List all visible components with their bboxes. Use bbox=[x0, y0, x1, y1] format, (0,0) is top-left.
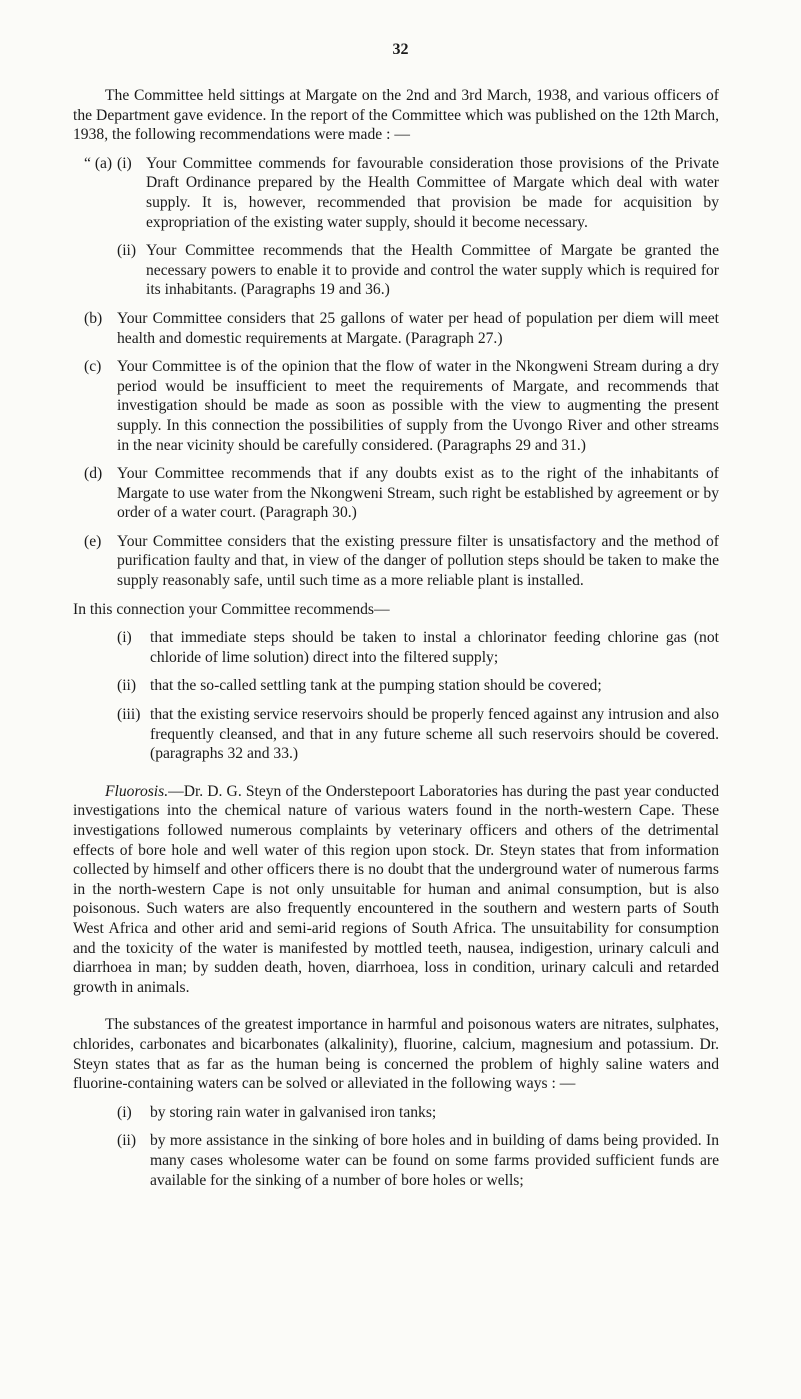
way-item-ii bbox=[117, 1131, 719, 1190]
recommendation-b bbox=[84, 309, 719, 348]
recommendation-d bbox=[84, 464, 719, 523]
item-label: (ii) bbox=[117, 677, 137, 695]
recommendation-a-i bbox=[84, 154, 719, 232]
item-text: Your Committee commends for favourable consideration those provisions of the Private Draft Ordinance prepared by the Health Committee of Margate which deal with water supply. It is, however, recommended that provision be made for acquisition by expropriation of the existing water supply, should it become necessary. bbox=[146, 154, 719, 231]
item-text: that the so-called settling tank at the pumping station should be covered; bbox=[150, 677, 602, 695]
item-text: Your Committee recommends that if any doubts exist as to the right of the inhabitants of Margate to use water from the Nkongweni Stream, such right be established by agreement or by order of a water court. (Paragraph 30.) bbox=[117, 465, 719, 522]
item-label: (i) bbox=[117, 1103, 132, 1121]
item-label: (d) bbox=[84, 465, 103, 483]
item-text: by more assistance in the sinking of bore holes and in building of dams being provided. In many cases wholesome water can be found on some farms provided sufficient funds are available for the sinking of a number of bore holes or wells; bbox=[150, 1132, 719, 1189]
item-label: (ii) bbox=[117, 242, 137, 260]
item-text: Your Committee considers that 25 gallons of water per head of population per diem will meet health and domestic requirements at Margate. (Paragraph 27.) bbox=[117, 309, 719, 347]
item-label: (iii) bbox=[117, 706, 141, 724]
item-label: (c) bbox=[84, 358, 102, 376]
document-body bbox=[73, 86, 719, 1190]
intro-paragraph: The Committee held sittings at Margate on the 2nd and 3rd March, 1938, and various officers of the Department gave evidence. In the report of the Committee which was published on the 12th March, 1938, the following recommendations were made : — bbox=[73, 87, 719, 144]
item-label: (i) bbox=[117, 629, 132, 647]
substances-paragraph: The substances of the greatest importance in harmful and poisonous waters are nitrates, sulphates, chlorides, carbonates and bicarbonates (alkalinity), fluorine, calcium, magnesium and potassium. Dr. Steyn states that as far as the human being is concerned the problem of highly saline waters and fluorine-containing waters can be solved or alleviated in the following ways : — bbox=[73, 1016, 719, 1093]
item-text: that the existing service reservoirs should be properly fenced against any intrusion and also frequently cleansed, and that in any future scheme all such reservoirs should be covered. (paragraphs 32 and 33.) bbox=[150, 706, 719, 763]
rec-a-label: “ (a) bbox=[84, 154, 113, 172]
connection-item-i bbox=[117, 628, 719, 667]
item-text: Your Committee is of the opinion that the flow of water in the Nkongweni Stream during a dry period would be insufficient to meet the requirements of Margate, and recommends that investigation should be made as soon as possible with the view to augmenting the present supply. In this connection the possibilities of supply from the Uvongo River and other streams in the near vicinity should be carefully considered. (Paragraphs 29 and 31.) bbox=[117, 358, 719, 454]
connection-item-iii bbox=[117, 705, 719, 764]
item-text: by storing rain water in galvanised iron tanks; bbox=[150, 1103, 437, 1121]
item-label: (ii) bbox=[117, 1132, 137, 1150]
item-text: that immediate steps should be taken to instal a chlorinator feeding chlorine gas (not chloride of lime solution) direct into the filtered supply; bbox=[150, 629, 719, 666]
item-text: Your Committee recommends that the Health Committee of Margate be granted the necessary powers to enable it to provide and control the water supply which is required for its inhabitants. (Paragraphs 19 and 36.) bbox=[146, 242, 719, 299]
item-text: Your Committee considers that the existing pressure filter is unsatisfactory and the method of purification faulty and that, in view of the danger of pollution steps should be taken to make the supply reasonably safe, until such time as a more reliable plant is installed. bbox=[117, 532, 719, 590]
fluorosis-heading: Fluorosis. bbox=[105, 782, 169, 800]
fluorosis-paragraph bbox=[73, 782, 719, 998]
item-label: (b) bbox=[84, 309, 103, 327]
connection-intro: In this connection your Committee recommends— bbox=[73, 600, 390, 618]
item-label: (e) bbox=[84, 532, 102, 550]
recommendation-a-ii bbox=[117, 241, 719, 300]
connection-item-ii bbox=[117, 676, 719, 696]
item-label: (i) bbox=[117, 154, 132, 172]
recommendation-c bbox=[84, 357, 719, 455]
page-number: 32 bbox=[392, 41, 409, 58]
recommendation-e bbox=[84, 532, 719, 591]
way-item-i bbox=[117, 1103, 719, 1123]
fluorosis-text: —Dr. D. G. Steyn of the Onderstepoort Laboratories has during the past year conducted investigations into the chemical nature of various waters found in the north-western Cape. These investigations followed numerous complaints by veterinary officers and others of the detrimental effects of bore hole and well water of this region upon stock. Dr. Steyn states that from information collected by himself and other officers there is no doubt that the underground water of numerous farms in the north-western Cape is not only unsuitable for human and animal consumption, but is also poisonous. Such waters are also frequently encountered in the southern and western parts of South West Africa and other arid and semi-arid regions of South Africa. The unsuitability for consumption and the toxicity of the water is manifested by mottled teeth, nausea, indigestion, urinary calculi and diarrhoea in man; by sudden death, hoven, diarrhoea, loss in condition, urinary calculi and retarded growth in animals. bbox=[73, 782, 719, 996]
